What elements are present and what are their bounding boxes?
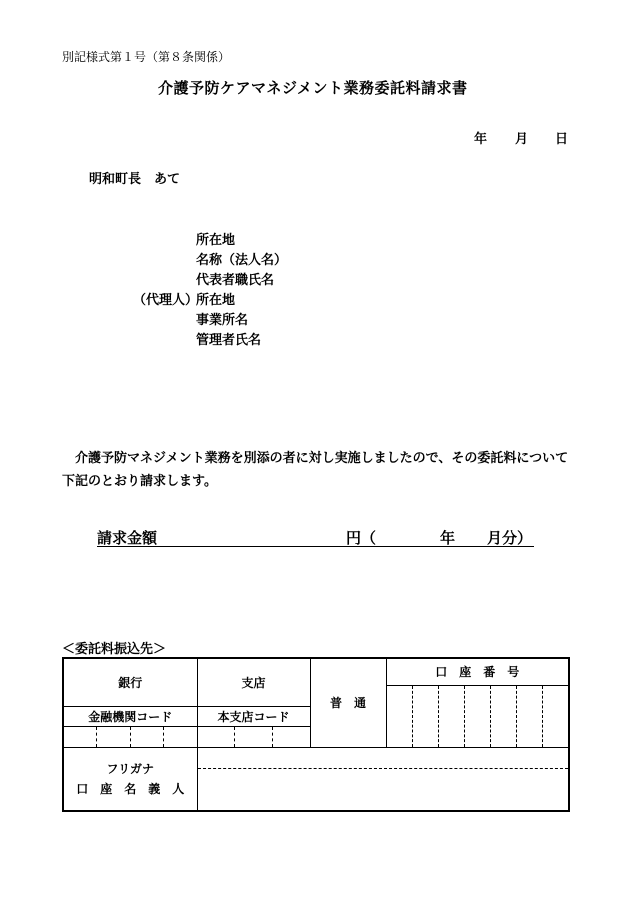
branch-code-digits[interactable] [197, 726, 310, 747]
amount-month: 月分） [487, 529, 533, 547]
account-type-label: 普 通 [329, 696, 366, 711]
bank-code-label: 金融機関コード [63, 706, 197, 726]
bank-code-digits[interactable] [63, 726, 197, 747]
applicant-address: 所在地 [196, 233, 236, 248]
furigana-label: フリガナ [106, 761, 154, 776]
transfer-heading: ＜委託料振込先＞ [62, 642, 167, 657]
manager-name: 管理者氏名 [196, 333, 262, 348]
account-number-header: 口 座 番 号 [386, 658, 569, 685]
account-number-digits[interactable] [386, 685, 569, 747]
applicant-representative: 代表者職氏名 [196, 273, 275, 288]
bank-cell[interactable] [63, 658, 197, 706]
branch-cell[interactable] [197, 658, 310, 706]
holder-label: 口 座 名 義 人 [76, 781, 185, 796]
date-month: 月 [515, 132, 529, 147]
amount-yen: 円（ [346, 529, 377, 547]
form-number: 別記様式第１号（第８条関係） [62, 50, 231, 64]
account-type-cell [310, 658, 386, 747]
bank-account-table [62, 657, 570, 812]
bank-label: 銀行 [118, 675, 143, 690]
amount-label: 請求金額 [97, 529, 158, 547]
agent-address: 所在地 [196, 293, 236, 308]
applicant-name: 名称（法人名） [196, 253, 288, 268]
body-text: 介護予防マネジメント業務を別添の者に対し実施しましたので、その委託料について下記のとおり請求します。 [62, 451, 569, 489]
agent-label: （代理人） [133, 293, 199, 308]
amount-underline [97, 546, 534, 547]
date-year: 年 [474, 132, 488, 147]
addressee: 明和町長 あて [89, 172, 181, 187]
date-day: 日 [555, 132, 569, 147]
document-title: 介護予防ケアマネジメント業務委託料請求書 [158, 79, 468, 97]
branch-label: 支店 [241, 675, 266, 690]
holder-input[interactable] [197, 747, 569, 811]
holder-label-cell [63, 747, 197, 811]
office-name: 事業所名 [196, 313, 249, 328]
amount-year: 年 [440, 529, 456, 547]
branch-code-label: 本支店コード [197, 706, 310, 726]
